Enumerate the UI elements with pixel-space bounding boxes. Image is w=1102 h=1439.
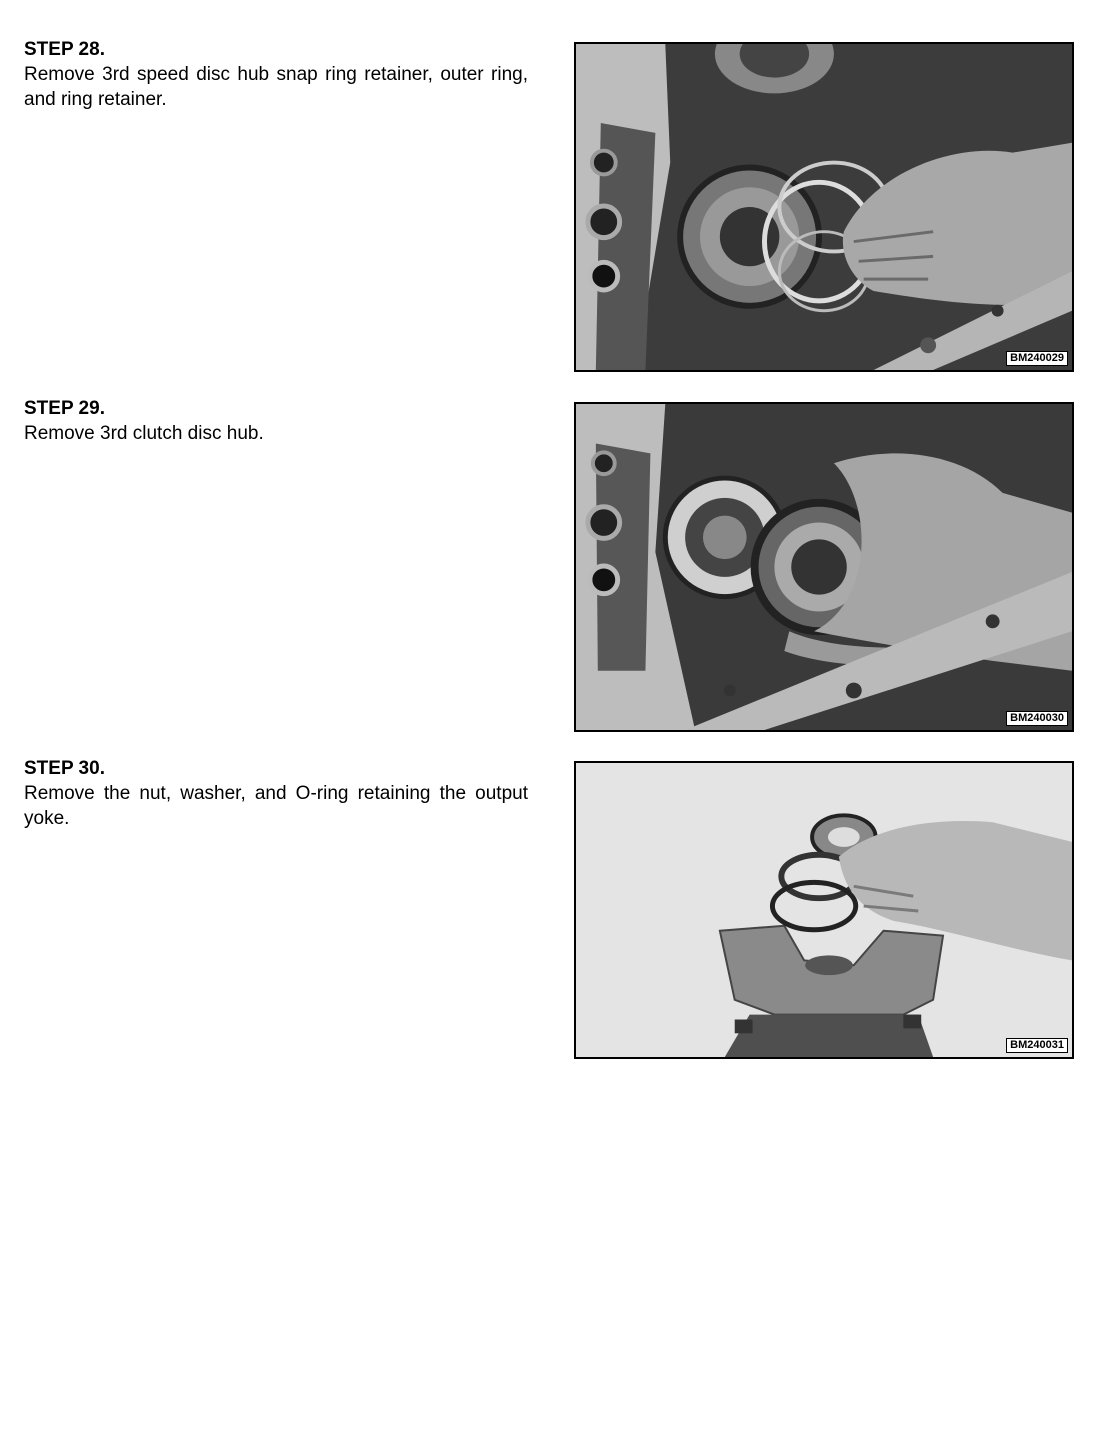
step-30 xyxy=(24,757,528,831)
figure-id-label: BM240031 xyxy=(1006,1038,1068,1053)
photo-illustration xyxy=(576,404,1072,730)
step-instruction: Remove 3rd speed disc hub snap ring retainer, outer ring, and ring retainer. xyxy=(24,64,528,110)
photo-illustration xyxy=(576,44,1072,370)
photo-yoke-nut-removal xyxy=(574,761,1074,1059)
step-instruction: Remove the nut, washer, and O-ring retaining the output yoke. xyxy=(24,783,528,829)
photo-snap-ring-removal xyxy=(574,42,1074,372)
photo-illustration xyxy=(576,763,1072,1057)
step-29 xyxy=(24,397,528,446)
step-title: STEP 30. xyxy=(24,758,105,779)
figure-id-label: BM240029 xyxy=(1006,351,1068,366)
figure-id-label: BM240030 xyxy=(1006,711,1068,726)
step-title: STEP 28. xyxy=(24,39,105,60)
step-28 xyxy=(24,38,528,112)
photo-clutch-hub-removal xyxy=(574,402,1074,732)
step-title: STEP 29. xyxy=(24,398,105,419)
step-instruction: Remove 3rd clutch disc hub. xyxy=(24,423,264,444)
